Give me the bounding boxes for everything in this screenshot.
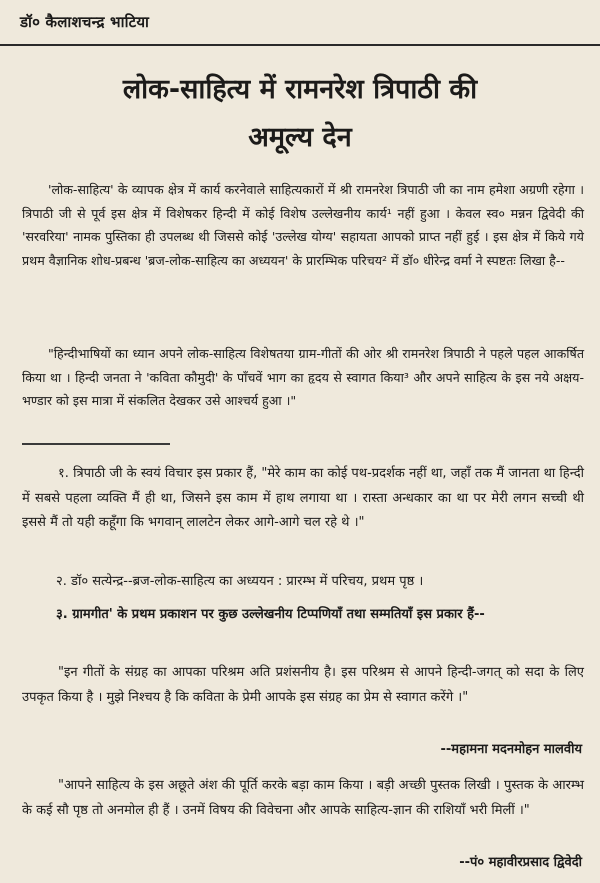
body-paragraph: 'लोक-साहित्य' के व्यापक क्षेत्र में कार्य करनेवाले साहित्यकारों में श्री रामनरेश त्रिपाठी जी का नाम हमेशा अग्रणी रहेगा । त्रिपाठी जी से पूर्व इस क्षेत्र में विशेषकर हिन्दी में कोई विशेष उल्लेखनीय कार्य¹ नहीं हुआ । केवल स्व० मन्नन द्विवेदी की 'सरवरिया' नामक पुस्तिका ही उपलब्ध थी जिससे कोई 'उल्लेख योग्य' सहायता आपको प्राप्त नहीं हुई । इस क्षेत्र में किये गये प्रथम वैज्ञानिक शोध-प्रबन्ध 'ब्रज-लोक-साहित्य का अध्ययन' के प्रारम्भिक परिचय² में डॉ० धीरेन्द्र वर्मा ने स्पष्टतः लिखा है-- xyxy=(22,182,584,268)
author-header xyxy=(0,0,600,46)
quote-attribution-2: --पं० महावीरप्रसाद द्विवेदी xyxy=(459,855,582,870)
author-name: डॉ० कैलाशचन्द्र भाटिया xyxy=(20,13,150,31)
footnote-divider xyxy=(22,443,170,445)
footnote-2: २. डॉ० सत्येन्द्र--ब्रज-लोक-साहित्य का अध्ययन : प्रारम्भ में परिचय, प्रथम पृष्ठ । xyxy=(56,574,424,589)
footnote-1: १. त्रिपाठी जी के स्वयं विचार इस प्रकार हैं, "मेरे काम का कोई पथ-प्रदर्शक नहीं था, जहाँ तक मैं जानता था हिन्दी में सबसे पहला व्यक्ति मैं ही था, जिसने इस काम में हाथ लगाया था । रास्ता अन्धकार का था पर मेरी लगन सच्ची थी इससे मैं तो यही कहूँगा कि भगवान् लालटेन लेकर आगे-आगे चल रहे थे ।" xyxy=(22,466,584,531)
quote-attribution-1: --महामना मदनमोहन मालवीय xyxy=(440,742,582,757)
chapter-title-line2: अमूल्य देन xyxy=(248,122,352,153)
footnote-3: ३. ग्रामगीत' के प्रथम प्रकाशन पर कुछ उल्लेखनीय टिप्पणियाँ तथा सम्मतियाँ इस प्रकार हैं-- xyxy=(56,607,485,622)
chapter-title-line1: लोक-साहित्य में रामनरेश त्रिपाठी की xyxy=(122,74,478,105)
footnote-quote-1: "इन गीतों के संग्रह का आपका परिश्रम अति प्रशंसनीय है। इस परिश्रम से आपने हिन्दी-जगत् को सदा के लिए उपकृत किया है । मुझे निश्चय है कि कविता के प्रेमी आपके इस संग्रह का प्रेम से स्वागत करेंगे ।" xyxy=(22,665,584,705)
footnote-quote-2: "आपने साहित्य के इस अछूते अंश की पूर्ति करके बड़ा काम किया । बड़ी अच्छी पुस्तक लिखी । पुस्तक के आरम्भ के कई सौ पृष्ठ तो अनमोल ही हैं । उनमें विषय की विवेचना और आपके साहित्य-ज्ञान की राशियाँ भरी मिलीं ।" xyxy=(22,778,584,818)
block-quote: "हिन्दीभाषियों का ध्यान अपने लोक-साहित्य विशेषतया ग्राम-गीतों की ओर श्री रामनरेश त्रिपाठी ने पहले पहल आकर्षित किया था । हिन्दी जनता ने 'कविता कौमुदी' के पाँचवें भाग का हृदय से स्वागत किया³ और अपने साहित्य के इस नये अक्षय-भण्डार को इस मात्रा में संकलित देखकर उसे आश्चर्य हुआ ।" xyxy=(22,346,584,409)
